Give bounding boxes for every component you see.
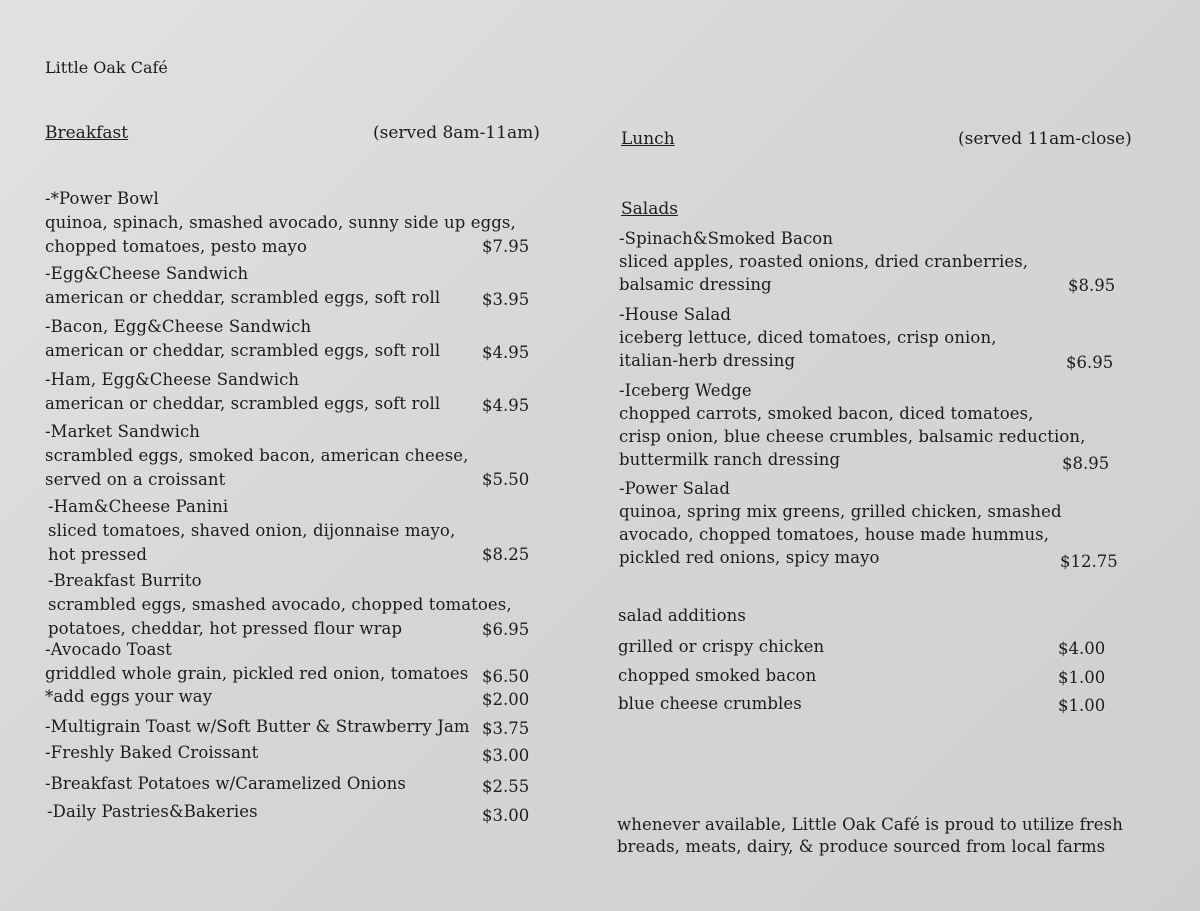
salad-description: chopped carrots, smoked bacon, diced tomatoes, [619,404,1034,423]
menu-item-name: -Breakfast Potatoes w/Caramelized Onions [45,774,406,793]
salad-description: italian-herb dressing [619,351,796,370]
salad-price: $8.95 [1062,454,1110,473]
addition-price: $1.00 [1058,668,1106,687]
salad-price: $12.75 [1060,552,1118,571]
salad-description: buttermilk ranch dressing [619,450,841,469]
menu-item-name: -Avocado Toast [45,640,172,659]
menu-item-price: $8.25 [482,545,530,564]
menu-item-price: $4.95 [482,396,530,415]
menu-item-price: $6.95 [482,620,530,639]
menu-item-description: quinoa, spinach, smashed avocado, sunny side up eggs, [45,213,516,232]
menu-item-name: -*Power Bowl [45,189,159,208]
menu-item-description: served on a croissant [45,470,226,489]
menu-item-price: $4.95 [482,343,530,362]
lunch-hours: (served 11am-close) [958,129,1132,149]
menu-item-name: -Ham, Egg&Cheese Sandwich [45,370,300,389]
lunch-heading: Lunch [621,129,675,149]
menu-item-price: $3.00 [482,746,530,765]
menu-item-price: $3.00 [482,806,530,825]
salad-description: pickled red onions, spicy mayo [619,548,880,567]
menu-item-description: potatoes, cheddar, hot pressed flour wrap [48,619,403,638]
salad-additions-heading: salad additions [618,606,746,625]
salad-price: $6.95 [1066,353,1114,372]
menu-item-name: -Ham&Cheese Panini [48,497,229,516]
menu-item-name: -Market Sandwich [45,422,201,441]
footer-line-2: breads, meats, dairy, & produce sourced from local farms [617,837,1106,856]
menu-item-price: $3.95 [482,290,530,309]
addition-price: $1.00 [1058,696,1106,715]
menu-item-name: -Bacon, Egg&Cheese Sandwich [45,317,312,336]
salad-description: quinoa, spring mix greens, grilled chicken, smashed [619,502,1062,521]
salad-description: crisp onion, blue cheese crumbles, balsamic reduction, [619,427,1086,446]
menu-item-name: -Breakfast Burrito [48,571,202,590]
salad-price: $8.95 [1068,276,1116,295]
salad-name: -Power Salad [619,479,730,498]
menu-item-description: american or cheddar, scrambled eggs, soft roll [45,394,441,413]
salad-description: balsamic dressing [619,275,772,294]
footer-line-1: whenever available, Little Oak Café is proud to utilize fresh [617,815,1123,834]
menu-item-price: $2.00 [482,690,530,709]
addition-price: $4.00 [1058,639,1106,658]
menu-item-price: $6.50 [482,667,530,686]
salad-description: iceberg lettuce, diced tomatoes, crisp onion, [619,328,997,347]
addition-name: grilled or crispy chicken [618,637,825,656]
menu-item-name: -Freshly Baked Croissant [45,743,259,762]
menu-item-description: american or cheddar, scrambled eggs, soft roll [45,341,441,360]
menu-item-name: -Egg&Cheese Sandwich [45,264,249,283]
menu-item-description: hot pressed [48,545,148,564]
menu-item-description: sliced tomatoes, shaved onion, dijonnaise mayo, [48,521,456,540]
menu-item-name: -Daily Pastries&Bakeries [47,802,258,821]
salad-description: avocado, chopped tomatoes, house made hummus, [619,525,1050,544]
menu-item-name: -Multigrain Toast w/Soft Butter & Strawberry Jam [45,717,470,736]
menu-item-description: american or cheddar, scrambled eggs, soft roll [45,288,441,307]
salad-name: -Iceberg Wedge [619,381,752,400]
salad-name: -Spinach&Smoked Bacon [619,229,834,248]
menu-item-price: $7.95 [482,237,530,256]
cafe-name: Little Oak Café [45,58,168,77]
salad-name: -House Salad [619,305,732,324]
breakfast-hours: (served 8am-11am) [373,123,540,143]
menu-item-description: griddled whole grain, pickled red onion, tomatoes [45,664,469,683]
salads-heading: Salads [621,199,678,219]
menu-item-name: *add eggs your way [45,687,213,706]
salad-description: sliced apples, roasted onions, dried cranberries, [619,252,1029,271]
addition-name: chopped smoked bacon [618,666,817,685]
menu-item-price: $2.55 [482,777,530,796]
menu-item-price: $5.50 [482,470,530,489]
menu-item-description: scrambled eggs, smoked bacon, american cheese, [45,446,469,465]
menu-item-description: chopped tomatoes, pesto mayo [45,237,307,256]
menu-item-description: scrambled eggs, smashed avocado, chopped tomatoes, [48,595,512,614]
addition-name: blue cheese crumbles [618,694,802,713]
breakfast-heading: Breakfast [45,123,129,143]
menu-item-price: $3.75 [482,719,530,738]
